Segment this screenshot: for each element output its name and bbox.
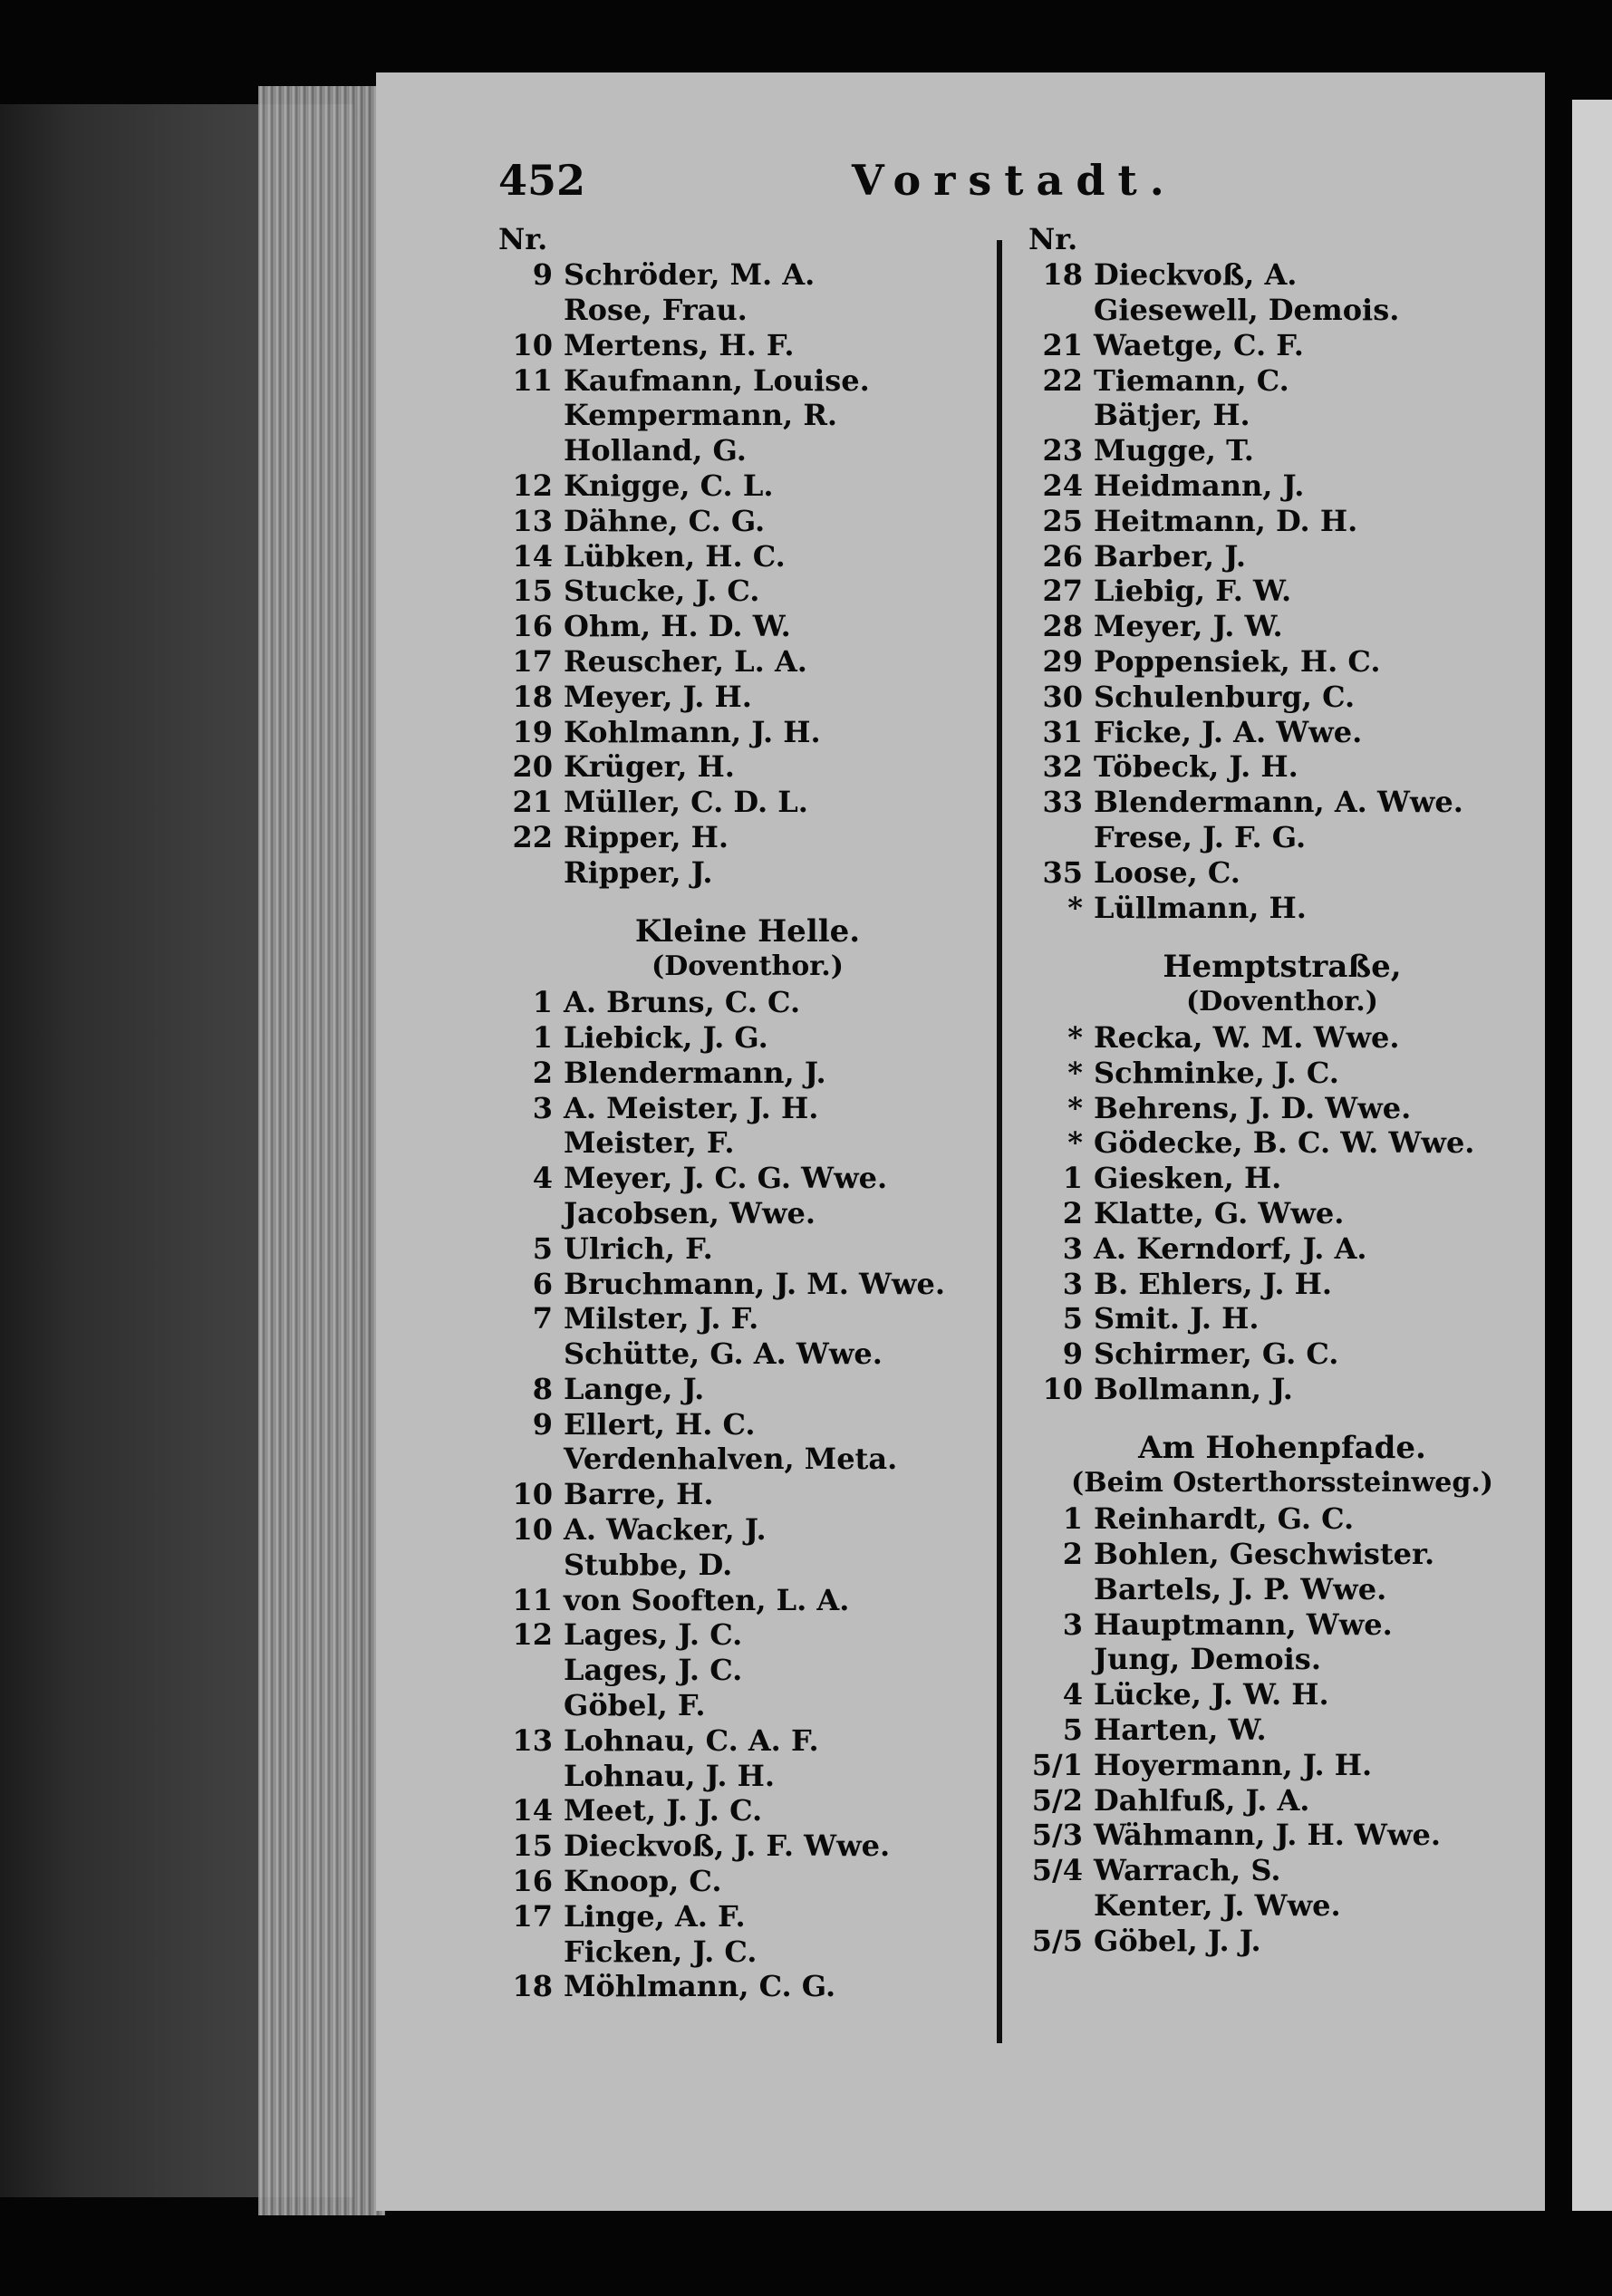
list-item: [1028, 1923, 1536, 1958]
list-item: [1028, 679, 1536, 714]
section-title: Hemptstraße,: [1163, 948, 1402, 985]
resident-name: A. Wacker, J.: [564, 1512, 767, 1548]
house-number: 17: [512, 1898, 553, 1934]
resident-name: Dahlfuß, J. A.: [1094, 1782, 1310, 1818]
resident-name: Hauptmann, Wwe.: [1094, 1606, 1393, 1642]
house-number: 11: [512, 362, 553, 398]
list-item: [498, 1196, 997, 1231]
resident-name: Heidmann, J.: [1094, 468, 1305, 503]
resident-name: Dähne, C. G.: [564, 503, 766, 538]
list-item: [498, 503, 997, 538]
list-item: [498, 362, 997, 398]
resident-name: Stubbe, D.: [564, 1547, 733, 1582]
list-item: [498, 1161, 997, 1196]
list-item: [1028, 1301, 1536, 1336]
resident-name: Warrach, S.: [1094, 1853, 1281, 1888]
page-number: 452: [498, 156, 586, 205]
list-item: [498, 1266, 997, 1301]
resident-name: Schröder, M. A.: [564, 257, 816, 293]
house-number: 2: [1062, 1195, 1083, 1230]
house-number: 21: [512, 785, 553, 820]
house-number: 25: [1042, 503, 1083, 538]
page-header: [376, 156, 1545, 210]
facing-page-edge: [1572, 100, 1612, 2211]
house-number: 9: [532, 257, 553, 293]
left-section2-list: [498, 985, 997, 2004]
resident-name: B. Ehlers, J. H.: [1094, 1266, 1332, 1301]
resident-name: Heitmann, D. H.: [1094, 503, 1358, 538]
resident-name: Krüger, H.: [564, 749, 735, 785]
house-number: 1: [1062, 1161, 1083, 1196]
resident-name: Barre, H.: [564, 1477, 714, 1512]
house-number: 18: [1042, 257, 1083, 293]
resident-name: Bollmann, J.: [1094, 1371, 1293, 1406]
resident-name: Jung, Demois.: [1094, 1642, 1321, 1677]
left-section1-list: [498, 257, 997, 890]
section-title: Kleine Helle.: [634, 913, 861, 950]
list-item: [498, 1864, 997, 1899]
list-item: [1028, 749, 1536, 785]
list-item: [498, 398, 997, 433]
house-number: 13: [512, 1722, 553, 1758]
resident-name: Meister, F.: [564, 1125, 735, 1161]
list-item: [498, 1125, 997, 1161]
resident-name: Liebig, F. W.: [1094, 574, 1292, 609]
list-item: [1028, 785, 1536, 820]
list-item: [498, 1828, 997, 1864]
resident-name: Giesewell, Demois.: [1094, 292, 1400, 327]
list-item: [498, 1301, 997, 1336]
resident-name: Stucke, J. C.: [564, 574, 760, 609]
resident-name: Mugge, T.: [1094, 433, 1254, 468]
resident-name: Göbel, J. J.: [1094, 1923, 1261, 1958]
house-number: 5/5: [1031, 1923, 1083, 1958]
resident-name: Meyer, J. C. G. Wwe.: [564, 1161, 888, 1196]
list-item: [498, 1372, 997, 1407]
resident-name: Schminke, J. C.: [1094, 1055, 1339, 1090]
resident-name: Hoyermann, J. H.: [1094, 1747, 1373, 1782]
resident-name: Bohlen, Geschwister.: [1094, 1537, 1435, 1572]
house-number: 24: [1042, 468, 1083, 503]
resident-name: Giesken, H.: [1094, 1161, 1282, 1196]
resident-name: Liebick, J. G.: [564, 1019, 768, 1055]
list-item: [498, 1722, 997, 1758]
list-item: [498, 644, 997, 680]
house-number: 29: [1042, 643, 1083, 679]
resident-name: Ohm, H. D. W.: [564, 609, 791, 644]
list-item: [1028, 574, 1536, 609]
list-item: [1028, 1336, 1536, 1372]
resident-name: Lüllmann, H.: [1094, 890, 1307, 925]
resident-name: Loose, C.: [1094, 854, 1240, 890]
house-number: 23: [1042, 433, 1083, 468]
resident-name: Behrens, J. D. Wwe.: [1094, 1090, 1412, 1125]
list-item: [498, 1055, 997, 1090]
house-number: 30: [1042, 679, 1083, 714]
house-number: 8: [532, 1371, 553, 1406]
list-item: [498, 1512, 997, 1548]
list-item: [1028, 1125, 1536, 1161]
house-number: 5: [1062, 1301, 1083, 1336]
list-item: [1028, 1712, 1536, 1748]
resident-name: Mertens, H. F.: [564, 327, 795, 362]
resident-name: Holland, G.: [564, 433, 747, 468]
section-title: Am Hohenpfade.: [1138, 1430, 1426, 1467]
list-item: [1028, 1090, 1536, 1125]
resident-name: Bartels, J. P. Wwe.: [1094, 1571, 1387, 1606]
house-number: 12: [512, 468, 553, 503]
resident-name: Recka, W. M. Wwe.: [1094, 1019, 1400, 1055]
house-number: 2: [1062, 1537, 1083, 1572]
house-number: 1: [532, 985, 553, 1020]
house-number: 28: [1042, 609, 1083, 644]
resident-name: Lages, J. C.: [564, 1653, 743, 1688]
list-item: [498, 1477, 997, 1512]
right-section3-list: [1028, 1501, 1536, 1958]
resident-name: Kohlmann, J. H.: [564, 714, 821, 749]
house-number: 18: [512, 1969, 553, 2004]
house-number: 35: [1042, 854, 1083, 890]
resident-name: Lücke, J. W. H.: [1094, 1677, 1329, 1712]
list-item: [1028, 1501, 1536, 1537]
resident-name: Bätjer, H.: [1094, 398, 1250, 433]
house-number: 5: [1062, 1712, 1083, 1748]
list-item: [1028, 1782, 1536, 1818]
resident-name: Gödecke, B. C. W. Wwe.: [1094, 1125, 1475, 1161]
house-number: 21: [1042, 327, 1083, 362]
nr-label: Nr.: [498, 222, 548, 257]
list-item: [498, 820, 997, 855]
list-item: [1028, 1055, 1536, 1090]
list-item: [498, 1406, 997, 1442]
list-item: [1028, 433, 1536, 468]
house-number: *: [1067, 1055, 1083, 1090]
list-item: [1028, 362, 1536, 398]
house-number: 9: [1062, 1336, 1083, 1372]
house-number: 20: [512, 749, 553, 785]
list-item: [498, 538, 997, 574]
list-item: [1028, 714, 1536, 749]
list-item: [1028, 1161, 1536, 1196]
list-item: [498, 293, 997, 328]
resident-name: Klatte, G. Wwe.: [1094, 1195, 1345, 1230]
list-item: [1028, 854, 1536, 890]
list-item: [1028, 1642, 1536, 1677]
list-item: [1028, 538, 1536, 574]
list-item: [498, 1617, 997, 1653]
resident-name: Lohnau, C. A. F.: [564, 1722, 819, 1758]
resident-name: Blendermann, A. Wwe.: [1094, 785, 1463, 820]
house-number: 18: [512, 679, 553, 714]
resident-name: Rose, Frau.: [564, 292, 748, 327]
resident-name: Harten, W.: [1094, 1712, 1267, 1748]
house-number: 3: [532, 1090, 553, 1125]
resident-name: A. Meister, J. H.: [564, 1090, 819, 1125]
resident-name: Meyer, J. H.: [564, 679, 752, 714]
resident-name: Ficken, J. C.: [564, 1934, 758, 1969]
house-number: 6: [532, 1266, 553, 1301]
house-number: 10: [512, 327, 553, 362]
resident-name: Waetge, C. F.: [1094, 327, 1304, 362]
house-number: 9: [532, 1406, 553, 1442]
resident-name: Reinhardt, G. C.: [1094, 1501, 1355, 1537]
house-number: 10: [1042, 1371, 1083, 1406]
resident-name: Kenter, J. Wwe.: [1094, 1888, 1341, 1924]
resident-name: Lages, J. C.: [564, 1617, 743, 1653]
resident-name: A. Kerndorf, J. A.: [1094, 1230, 1367, 1266]
resident-name: Göbel, F.: [564, 1688, 706, 1723]
left-column: [498, 222, 997, 2004]
list-item: [498, 1688, 997, 1723]
resident-name: Kempermann, R.: [564, 398, 838, 433]
resident-name: Kaufmann, Louise.: [564, 362, 870, 398]
list-item: [1028, 1677, 1536, 1712]
list-item: [1028, 1818, 1536, 1853]
house-number: 3: [1062, 1606, 1083, 1642]
resident-name: Tiemann, C.: [1094, 362, 1289, 398]
house-number: *: [1067, 1090, 1083, 1125]
list-item: [1028, 1853, 1536, 1888]
list-item: [498, 257, 997, 293]
house-number: *: [1067, 1125, 1083, 1161]
resident-name: Lübken, H. C.: [564, 538, 786, 574]
list-item: [498, 985, 997, 1020]
right-column: [1028, 222, 1536, 1958]
resident-name: Wähmann, J. H. Wwe.: [1094, 1818, 1441, 1853]
list-item: [1028, 1230, 1536, 1266]
house-number: 16: [512, 609, 553, 644]
house-number: 5: [532, 1230, 553, 1266]
resident-name: Ripper, J.: [564, 854, 713, 890]
house-number: *: [1067, 1019, 1083, 1055]
list-item: [498, 785, 997, 820]
list-item: [498, 679, 997, 714]
list-item: [498, 1898, 997, 1934]
resident-name: Reuscher, L. A.: [564, 643, 807, 679]
list-item: [498, 609, 997, 644]
house-number: 5/3: [1031, 1818, 1083, 1853]
list-item: [1028, 1196, 1536, 1231]
list-item: [498, 749, 997, 785]
house-number: 15: [512, 1828, 553, 1864]
house-number: 19: [512, 714, 553, 749]
list-item: [498, 1582, 997, 1617]
list-item: [1028, 890, 1536, 925]
list-item: [498, 1793, 997, 1828]
resident-name: Frese, J. F. G.: [1094, 819, 1307, 854]
list-item: [1028, 327, 1536, 362]
house-number: 16: [512, 1864, 553, 1899]
list-item: [1028, 503, 1536, 538]
list-item: [1028, 1372, 1536, 1407]
page-edges: [258, 86, 385, 2215]
list-item: [498, 327, 997, 362]
resident-name: Dieckvoß, A.: [1094, 257, 1298, 293]
house-number: 3: [1062, 1266, 1083, 1301]
list-item: [1028, 398, 1536, 433]
resident-name: A. Bruns, C. C.: [564, 985, 801, 1020]
resident-name: Poppensiek, H. C.: [1094, 643, 1381, 679]
resident-name: Jacobsen, Wwe.: [564, 1195, 816, 1230]
list-item: [498, 1758, 997, 1793]
resident-name: Töbeck, J. H.: [1094, 749, 1298, 785]
list-item: [498, 1934, 997, 1969]
running-head: Vorstadt.: [852, 156, 1177, 205]
resident-name: Ripper, H.: [564, 819, 729, 854]
resident-name: von Sooften, L. A.: [564, 1582, 850, 1617]
section-subtitle: (Doventhor.): [652, 950, 844, 982]
resident-name: Ulrich, F.: [564, 1230, 713, 1266]
list-item: [1028, 1266, 1536, 1301]
list-item: [1028, 1606, 1536, 1642]
list-item: [498, 854, 997, 890]
house-number: 11: [512, 1582, 553, 1617]
resident-name: Lange, J.: [564, 1371, 705, 1406]
house-number: 4: [1062, 1677, 1083, 1712]
resident-name: Bruchmann, J. M. Wwe.: [564, 1266, 945, 1301]
list-item: [498, 1442, 997, 1477]
house-number: 33: [1042, 785, 1083, 820]
resident-name: Verdenhalven, Meta.: [564, 1442, 898, 1477]
house-number: 22: [1042, 362, 1083, 398]
resident-name: Linge, A. F.: [564, 1898, 746, 1934]
list-item: [498, 1230, 997, 1266]
list-item: [1028, 1020, 1536, 1056]
list-item: [498, 1336, 997, 1372]
list-item: [1028, 1888, 1536, 1924]
house-number: 3: [1062, 1230, 1083, 1266]
column-divider: [997, 240, 1002, 2043]
resident-name: Lohnau, J. H.: [564, 1758, 775, 1793]
house-number: 10: [512, 1477, 553, 1512]
house-number: 26: [1042, 538, 1083, 574]
house-number: 1: [532, 1019, 553, 1055]
resident-name: Schirmer, G. C.: [1094, 1336, 1339, 1372]
resident-name: Schütte, G. A. Wwe.: [564, 1336, 883, 1372]
resident-name: Dieckvoß, J. F. Wwe.: [564, 1828, 891, 1864]
nr-label: Nr.: [1028, 222, 1078, 257]
house-number: 14: [512, 538, 553, 574]
list-item: [1028, 1747, 1536, 1782]
resident-name: Müller, C. D. L.: [564, 785, 808, 820]
list-item: [1028, 820, 1536, 855]
resident-name: Meyer, J. W.: [1094, 609, 1283, 644]
resident-name: Meet, J. J. C.: [564, 1793, 763, 1828]
house-number: 22: [512, 819, 553, 854]
house-number: 7: [532, 1301, 553, 1336]
list-item: [498, 1547, 997, 1582]
resident-name: Milster, J. F.: [564, 1301, 759, 1336]
list-item: [1028, 1571, 1536, 1606]
house-number: 4: [532, 1161, 553, 1196]
right-section1-list: [1028, 257, 1536, 925]
resident-name: Schulenburg, C.: [1094, 679, 1356, 714]
resident-name: Möhlmann, C. G.: [564, 1969, 836, 2004]
list-item: [498, 714, 997, 749]
resident-name: Ficke, J. A. Wwe.: [1094, 714, 1363, 749]
house-number: 32: [1042, 749, 1083, 785]
list-item: [498, 574, 997, 609]
list-item: [498, 1653, 997, 1688]
resident-name: Blendermann, J.: [564, 1055, 826, 1090]
list-item: [1028, 257, 1536, 293]
directory-page: [376, 72, 1545, 2211]
list-item: [498, 1090, 997, 1125]
list-item: [498, 1020, 997, 1056]
list-item: [1028, 644, 1536, 680]
house-number: 5/2: [1031, 1782, 1083, 1818]
resident-name: Knoop, C.: [564, 1864, 722, 1899]
house-number: 13: [512, 503, 553, 538]
list-item: [1028, 468, 1536, 504]
house-number: 17: [512, 643, 553, 679]
resident-name: Knigge, C. L.: [564, 468, 774, 503]
house-number: 14: [512, 1793, 553, 1828]
section-subtitle: (Beim Osterthorssteinweg.): [1071, 1467, 1493, 1500]
house-number: 5/4: [1031, 1853, 1083, 1888]
house-number: 15: [512, 574, 553, 609]
house-number: 31: [1042, 714, 1083, 749]
list-item: [498, 433, 997, 468]
list-item: [1028, 293, 1536, 328]
house-number: 27: [1042, 574, 1083, 609]
resident-name: Smit. J. H.: [1094, 1301, 1260, 1336]
house-number: 12: [512, 1617, 553, 1653]
list-item: [498, 468, 997, 504]
resident-name: Barber, J.: [1094, 538, 1246, 574]
house-number: 5/1: [1031, 1747, 1083, 1782]
house-number: *: [1067, 890, 1083, 925]
section-subtitle: (Doventhor.): [1186, 985, 1378, 1018]
list-item: [498, 1969, 997, 2004]
house-number: 10: [512, 1512, 553, 1548]
list-item: [1028, 609, 1536, 644]
house-number: 2: [532, 1055, 553, 1090]
list-item: [1028, 1537, 1536, 1572]
resident-name: Ellert, H. C.: [564, 1406, 756, 1442]
right-section2-list: [1028, 1020, 1536, 1407]
house-number: 1: [1062, 1501, 1083, 1537]
